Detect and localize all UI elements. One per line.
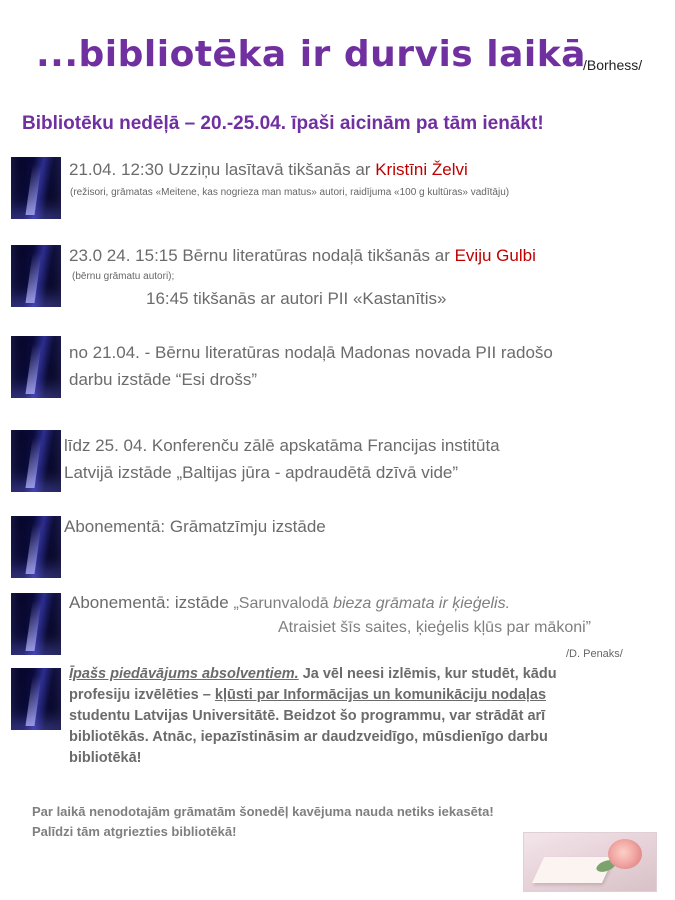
event-3-line-1: no 21.04. - Bērnu literatūras nodaļā Madonas novada PII radošo	[69, 343, 553, 362]
offer-paragraph	[69, 664, 557, 769]
event-1-note: (režisori, grāmatas «Meitene, kas nogrieza man matus» autori, raidījuma «100 g kultūras» vadītāju)	[70, 187, 510, 198]
event-1-guest: Kristīni Želvi	[375, 160, 468, 179]
event-6-quote-start: „Sarunvalodā	[233, 595, 334, 612]
event-6-quote-line-2: Atraisiet šīs saites, ķieģelis kļūs par mākoni”	[278, 619, 591, 636]
event-2-note: (bērnu grāmatu autori);	[72, 271, 175, 282]
event-2-second-line: 16:45 tikšanās ar autori PII «Kastanītis»	[146, 289, 447, 308]
event-6-quote-italic: bieza grāmata ir ķieģelis.	[333, 595, 511, 612]
page-subtitle: Bibliotēku nedēļā – 20.-25.04. īpaši aicinām pa tām ienākt!	[22, 113, 544, 134]
footer-line-2: Palīdzi tām atgriezties bibliotēkā!	[32, 824, 237, 839]
event-6	[69, 593, 510, 613]
door-icon	[11, 245, 61, 307]
door-icon	[11, 593, 61, 655]
event-2	[69, 246, 536, 266]
offer-line-5: bibliotēkā!	[69, 750, 142, 766]
event-4-line-1: līdz 25. 04. Konferenču zālē apskatāma Francijas institūta	[64, 436, 500, 455]
offer-line-2-a: profesiju izvēlēties –	[69, 687, 215, 703]
event-5: Abonementā: Grāmatzīmju izstāde	[64, 517, 326, 536]
footer-notice	[32, 802, 494, 842]
rose-icon	[608, 839, 642, 869]
event-4-line-2: Latvijā izstāde „Baltijas jūra - apdraudētā dzīvā vide”	[64, 463, 459, 482]
quote-author: /D. Penaks/	[566, 648, 623, 660]
event-3-line-2: darbu izstāde “Esi drošs”	[69, 370, 258, 389]
offer-line-4: bibliotēkās. Atnāc, iepazīstināsim ar daudzveidīgo, mūsdienīgo darbu	[69, 729, 548, 745]
event-2-text: 23.0 24. 15:15 Bērnu literatūras nodaļā tikšanās ar	[69, 246, 455, 265]
door-icon	[11, 430, 61, 492]
book-rose-image	[523, 832, 657, 892]
door-icon	[11, 336, 61, 398]
offer-line-2-b: kļūsti par Informācijas un komunikāciju nodaļas	[214, 687, 547, 703]
door-icon	[11, 668, 61, 730]
door-icon	[11, 516, 61, 578]
footer-line-1: Par laikā nenodotajām grāmatām šonedēļ kavējuma nauda netiks iekasēta!	[32, 804, 494, 819]
event-1-text: 21.04. 12:30 Uzziņu lasītavā tikšanās ar	[69, 160, 376, 179]
event-1	[69, 160, 468, 180]
offer-line-1	[69, 664, 557, 685]
door-icon	[11, 157, 61, 219]
event-2-guest: Eviju Gulbi	[454, 246, 536, 265]
offer-line-3: studentu Latvijas Universitātē. Beidzot šo programmu, var strādāt arī	[69, 708, 546, 724]
event-6-label: Abonementā: izstāde	[69, 593, 234, 612]
offer-lead: Īpašs piedāvājums absolventiem.	[69, 666, 299, 682]
title-attribution: /Borhess/	[583, 57, 643, 73]
page-title: ...bibliotēka ir durvis laikā	[36, 34, 586, 75]
offer-line-1-rest: Ja vēl neesi izlēmis, kur studēt, kādu	[298, 666, 557, 682]
offer-line-2	[69, 685, 557, 706]
